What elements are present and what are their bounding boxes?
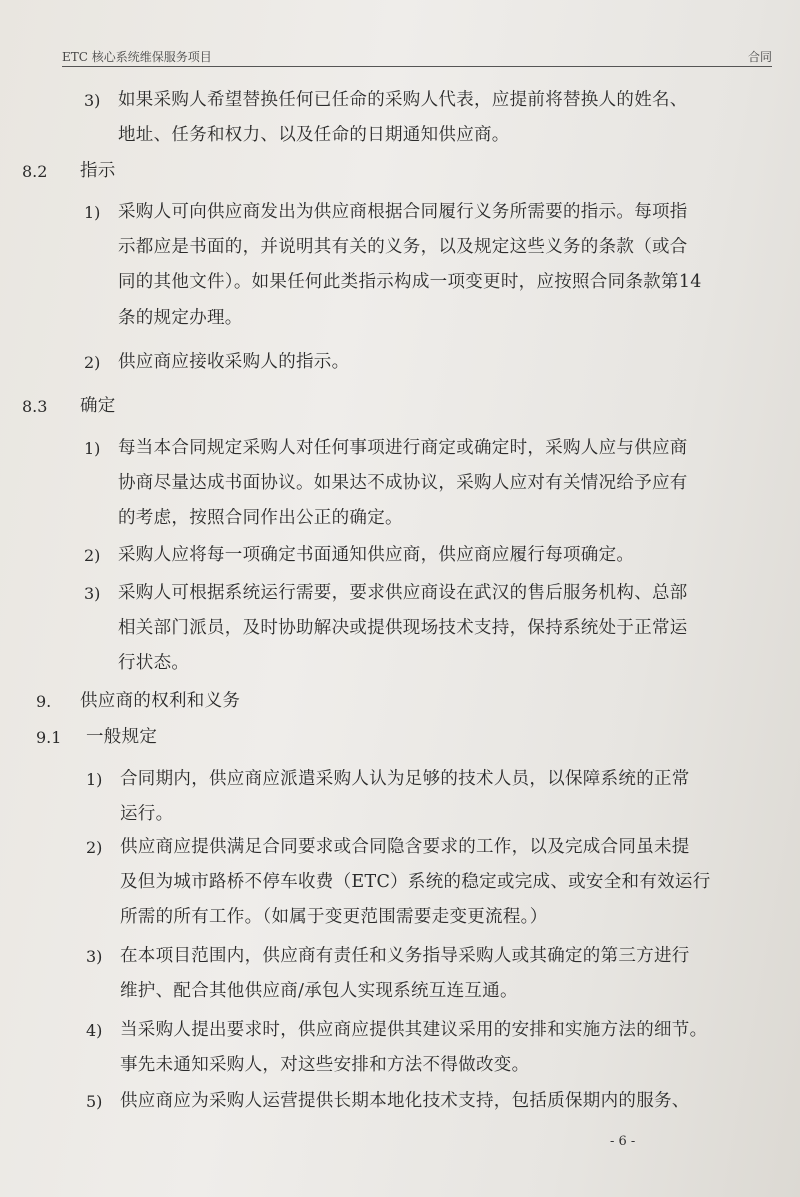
text-line: 每当本合同规定采购人对任何事项进行商定或确定时，采购人应与供应商 (118, 438, 688, 458)
section-title: 确定 (80, 396, 116, 416)
text-line: 事先未通知采购人，对这些安排和方法不得做改变。 (120, 1055, 530, 1075)
text-line: 同的其他文件）。如果任何此类指示构成一项变更时，应按照合同条款第14 (118, 272, 702, 292)
section-title: 指示 (80, 161, 116, 181)
text-line: 采购人应将每一项确定书面通知供应商，供应商应履行每项确定。 (118, 545, 635, 565)
item-number: 3) (84, 91, 101, 110)
text-line: 行状态。 (118, 653, 190, 673)
item-number: 4) (86, 1021, 103, 1040)
text-line: 及但为城市路桥不停车收费（ETC）系统的稳定或完成、或安全和有效运行 (120, 872, 711, 892)
item-number: 1) (84, 203, 101, 222)
page-header (62, 46, 772, 67)
item-number: 3) (86, 947, 103, 966)
item-number: 2) (86, 838, 103, 857)
text-line: 所需的所有工作。（如属于变更范围需要走变更流程。） (120, 907, 548, 927)
text-line: 合同期内，供应商应派遣采购人认为足够的技术人员，以保障系统的正常 (120, 769, 690, 789)
page-number: - 6 - (610, 1134, 636, 1149)
text-line: 供应商应为采购人运营提供长期本地化技术支持，包括质保期内的服务、 (120, 1091, 690, 1111)
text-line: 如果采购人希望替换任何已任命的采购人代表，应提前将替换人的姓名、 (118, 90, 688, 110)
text-line: 的考虑，按照合同作出公正的确定。 (118, 508, 403, 528)
text-line: 当采购人提出要求时，供应商应提供其建议采用的安排和实施方法的细节。 (120, 1020, 708, 1040)
section-number: 8.3 (22, 397, 48, 416)
text-line: 地址、任务和权力、以及任命的日期通知供应商。 (118, 125, 510, 145)
text-line: 相关部门派员，及时协助解决或提供现场技术支持，保持系统处于正常运 (118, 618, 688, 638)
text-line: 协商尽量达成书面协议。如果达不成协议，采购人应对有关情况给予应有 (118, 473, 688, 493)
item-number: 3) (84, 584, 101, 603)
text-line: 维护、配合其他供应商/承包人实现系统互连互通。 (120, 981, 518, 1001)
section-number: 9.1 (36, 728, 62, 747)
text-line: 采购人可向供应商发出为供应商根据合同履行义务所需要的指示。每项指 (118, 202, 688, 222)
header-right: 合同 (747, 50, 772, 64)
section-title: 供应商的权利和义务 (80, 691, 241, 711)
item-number: 2) (84, 546, 101, 565)
section-title: 一般规定 (86, 727, 158, 747)
item-number: 1) (86, 770, 103, 789)
text-line: 在本项目范围内，供应商有责任和义务指导采购人或其确定的第三方进行 (120, 946, 690, 966)
text-line: 供应商应提供满足合同要求或合同隐含要求的工作，以及完成合同虽未提 (120, 837, 690, 857)
text-line: 示都应是书面的，并说明其有关的义务，以及规定这些义务的条款（或合 (118, 237, 688, 257)
item-number: 5) (86, 1092, 103, 1111)
header-title: ETC 核心系统维保服务项目 (62, 50, 212, 64)
text-line: 供应商应接收采购人的指示。 (118, 352, 350, 372)
text-line: 采购人可根据系统运行需要，要求供应商设在武汉的售后服务机构、总部 (118, 583, 688, 603)
section-number: 8.2 (22, 162, 48, 181)
item-number: 1) (84, 439, 101, 458)
text-line: 条的规定办理。 (118, 308, 243, 328)
item-number: 2) (84, 353, 101, 372)
text-line: 运行。 (120, 804, 174, 824)
section-number: 9. (36, 692, 52, 711)
